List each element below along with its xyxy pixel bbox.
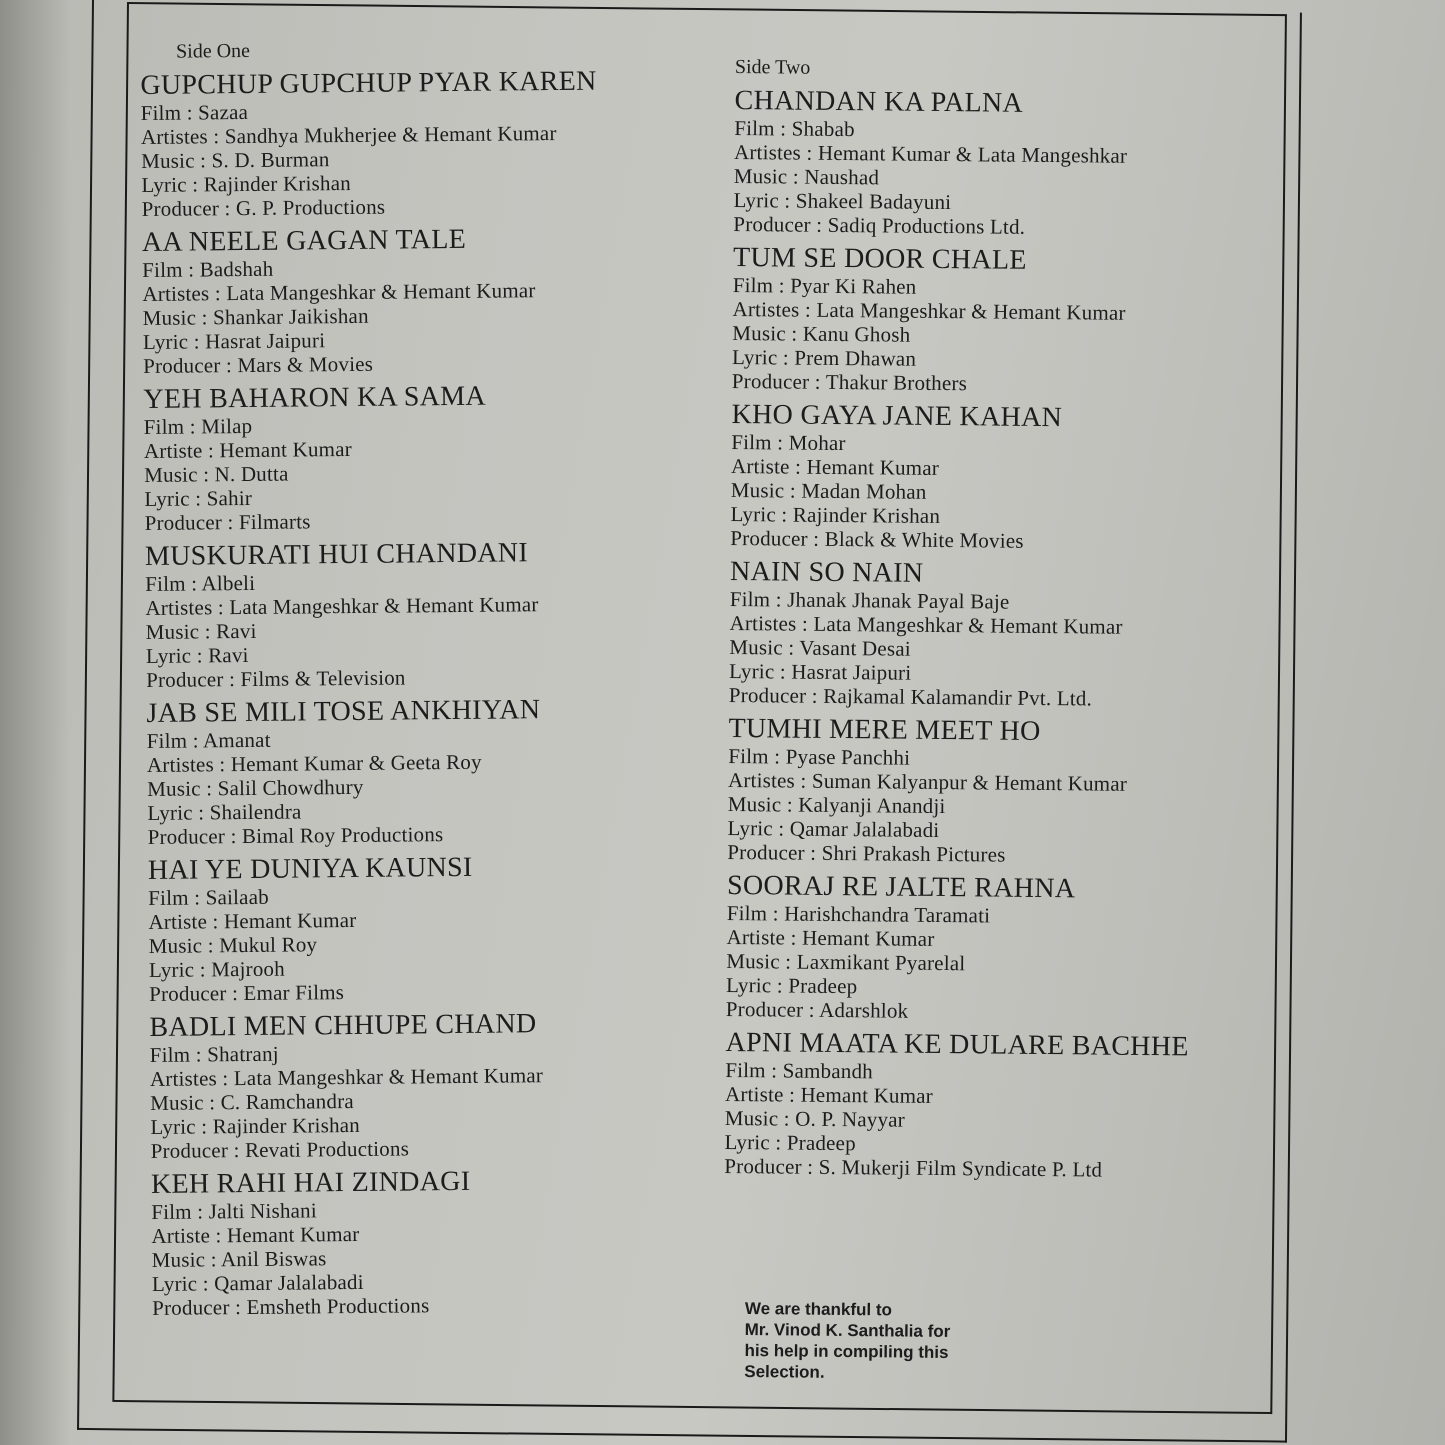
track-music: Music : Ravi — [145, 618, 257, 644]
page-shadow — [0, 0, 70, 1445]
track-music: Music : Mukul Roy — [148, 932, 318, 958]
track-lyric: Lyric : Shakeel Badayuni — [733, 187, 952, 215]
track-music: Music : Kanu Ghosh — [732, 320, 911, 347]
track-film: Film : Amanat — [146, 727, 271, 753]
track-lyric: Lyric : Majrooh — [148, 956, 286, 982]
track-lyric: Lyric : Rajinder Krishan — [150, 1112, 361, 1139]
track-13 — [727, 713, 1273, 869]
track-artistes: Artistes : Lata Mangeshkar & Hemant Kumar — [729, 610, 1123, 639]
track-3 — [143, 379, 714, 535]
track-producer: Producer : Black & White Movies — [730, 525, 1024, 553]
track-artiste: Artiste : Hemant Kumar — [148, 907, 357, 934]
acknowledgement-line: Selection. — [744, 1361, 825, 1382]
track-producer: Producer : Adarshlok — [725, 996, 909, 1023]
track-7 — [149, 1006, 720, 1162]
track-music: Music : Laxmikant Pyarelal — [726, 948, 966, 976]
track-producer: Producer : Revati Productions — [150, 1136, 410, 1163]
track-lyric: Lyric : Rajinder Krishan — [730, 501, 941, 528]
acknowledgement-line: We are thankful to — [744, 1299, 893, 1320]
track-music: Music : Madan Mohan — [730, 477, 927, 504]
track-title: CHANDAN KA PALNA — [734, 84, 1024, 119]
track-artistes: Artistes : Suman Kalyanpur & Hemant Kumar — [727, 767, 1128, 796]
side-two-column — [724, 55, 1280, 1189]
track-producer: Producer : Bimal Roy Productions — [147, 822, 444, 849]
track-lyric: Lyric : Prem Dhawan — [731, 344, 917, 371]
track-10 — [732, 242, 1278, 398]
track-film: Film : Jalti Nishani — [151, 1198, 317, 1224]
track-music: Music : N. Dutta — [144, 461, 289, 487]
track-title: TUMHI MERE MEET HO — [728, 712, 1041, 747]
track-lyric: Lyric : Hasrat Jaipuri — [142, 328, 326, 354]
track-8 — [151, 1163, 722, 1319]
track-music: Music : Vasant Desai — [729, 634, 911, 661]
track-film: Film : Badshah — [142, 256, 274, 282]
track-2 — [142, 222, 713, 378]
track-15 — [724, 1027, 1270, 1183]
track-producer: Producer : Emsheth Productions — [152, 1293, 430, 1320]
track-14 — [726, 870, 1272, 1026]
track-film: Film : Shatranj — [149, 1041, 279, 1067]
track-title: AA NEELE GAGAN TALE — [141, 223, 467, 258]
track-title: APNI MAATA KE DULARE BACHHE — [725, 1026, 1189, 1063]
track-music: Music : Shankar Jaikishan — [142, 303, 369, 330]
track-film: Film : Sailaab — [148, 884, 269, 910]
track-film: Film : Milap — [143, 413, 253, 439]
track-title: KEH RAHI HAI ZINDAGI — [150, 1165, 471, 1200]
track-film: Film : Pyar Ki Rahen — [732, 272, 917, 299]
track-artistes: Artistes : Hemant Kumar & Geeta Roy — [146, 749, 482, 777]
track-12 — [729, 556, 1275, 712]
track-producer: Producer : S. Mukerji Film Syndicate P. Ltd — [724, 1153, 1103, 1182]
track-film: Film : Sazaa — [140, 99, 249, 125]
track-lyric: Lyric : Qamar Jalalabadi — [727, 815, 940, 842]
track-lyric: Lyric : Rajinder Krishan — [141, 170, 351, 197]
track-title: TUM SE DOOR CHALE — [732, 241, 1027, 276]
track-9 — [733, 85, 1279, 241]
track-producer: Producer : Films & Television — [146, 665, 406, 692]
acknowledgement-line: his help in compiling this — [744, 1340, 949, 1362]
track-film: Film : Sambandh — [725, 1057, 874, 1084]
track-film: Film : Mohar — [731, 429, 846, 456]
track-music: Music : Kalyanji Anandji — [727, 791, 946, 819]
track-artiste: Artiste : Hemant Kumar — [143, 436, 352, 463]
track-title: MUSKURATI HUI CHANDANI — [144, 537, 529, 572]
track-lyric: Lyric : Qamar Jalalabadi — [151, 1269, 364, 1296]
track-film: Film : Jhanak Jhanak Payal Baje — [729, 586, 1010, 614]
track-artiste: Artiste : Hemant Kumar — [730, 453, 940, 480]
side-two-label: Side Two — [734, 55, 811, 79]
track-artistes: Artistes : Lata Mangeshkar & Hemant Kumar — [149, 1063, 544, 1091]
side-one-column — [140, 35, 722, 1326]
track-producer: Producer : Emar Films — [149, 980, 345, 1006]
track-music: Music : S. D. Burman — [141, 147, 330, 173]
track-11 — [730, 399, 1276, 555]
track-producer: Producer : Shri Prakash Pictures — [727, 839, 1006, 867]
track-artiste: Artiste : Hemant Kumar — [726, 924, 935, 951]
track-lyric: Lyric : Shailendra — [147, 799, 302, 825]
track-film: Film : Harishchandra Taramati — [726, 900, 991, 928]
track-6 — [148, 849, 719, 1005]
track-producer: Producer : Thakur Brothers — [731, 368, 968, 396]
track-lyric: Lyric : Sahir — [144, 485, 253, 511]
track-artiste: Artiste : Hemant Kumar — [151, 1221, 360, 1248]
track-title: BADLI MEN CHHUPE CHAND — [149, 1008, 537, 1043]
track-lyric: Lyric : Pradeep — [725, 972, 858, 999]
track-music: Music : C. Ramchandra — [150, 1088, 354, 1115]
track-title: JAB SE MILI TOSE ANKHIYAN — [146, 694, 541, 729]
track-title: GUPCHUP GUPCHUP PYAR KAREN — [140, 65, 597, 101]
track-artistes: Artistes : Sandhya Mukherjee & Hemant Kumar — [140, 121, 557, 149]
track-artistes: Artistes : Lata Mangeshkar & Hemant Kumar — [145, 592, 539, 620]
track-4 — [145, 536, 716, 692]
acknowledgement-note — [744, 1298, 1045, 1385]
side-one-label: Side One — [176, 39, 251, 63]
track-lyric: Lyric : Pradeep — [724, 1129, 856, 1156]
track-music: Music : Anil Biswas — [151, 1246, 327, 1272]
acknowledgement-line: Mr. Vinod K. Santhalia for — [744, 1319, 951, 1341]
track-film: Film : Albeli — [145, 570, 256, 596]
track-producer: Producer : Sadiq Productions Ltd. — [733, 211, 1026, 239]
track-1 — [140, 65, 711, 221]
track-producer: Producer : Rajkamal Kalamandir Pvt. Ltd. — [728, 682, 1093, 711]
track-producer: Producer : G. P. Productions — [141, 194, 386, 221]
track-producer: Producer : Filmarts — [144, 509, 311, 535]
track-film: Film : Shabab — [734, 115, 855, 142]
track-5 — [146, 692, 717, 848]
track-film: Film : Pyase Panchhi — [728, 743, 911, 770]
track-title: NAIN SO NAIN — [729, 555, 924, 589]
track-producer: Producer : Mars & Movies — [143, 351, 374, 378]
track-lyric: Lyric : Ravi — [145, 642, 249, 668]
track-title: SOORAJ RE JALTE RAHNA — [726, 869, 1076, 905]
track-title: YEH BAHARON KA SAMA — [143, 380, 487, 415]
track-title: KHO GAYA JANE KAHAN — [731, 398, 1063, 434]
track-lyric: Lyric : Hasrat Jaipuri — [728, 658, 912, 685]
track-artistes: Artistes : Lata Mangeshkar & Hemant Kumar — [732, 296, 1126, 325]
track-music: Music : Salil Chowdhury — [147, 774, 364, 801]
track-artistes: Artistes : Hemant Kumar & Lata Mangeshkar — [733, 139, 1128, 168]
track-artistes: Artistes : Lata Mangeshkar & Hemant Kumar — [142, 278, 536, 306]
track-artiste: Artiste : Hemant Kumar — [724, 1081, 934, 1108]
track-title: HAI YE DUNIYA KAUNSI — [147, 851, 473, 886]
track-music: Music : O. P. Nayyar — [724, 1105, 906, 1132]
track-music: Music : Naushad — [733, 163, 880, 190]
